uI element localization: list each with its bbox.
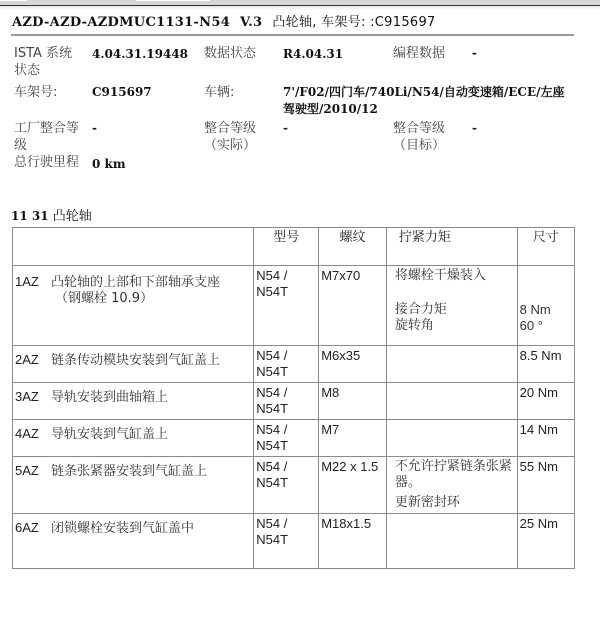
row-description bbox=[13, 383, 254, 420]
factory-level-value: - bbox=[92, 121, 97, 135]
vin-label: 车架号: bbox=[14, 85, 58, 100]
table-row bbox=[13, 346, 575, 383]
tab-indicator bbox=[0, 0, 27, 1]
torque-cell bbox=[386, 514, 517, 569]
description-text: 链条传动模块安装到气缸盖上 bbox=[51, 353, 221, 368]
level-target-value: - bbox=[472, 121, 477, 135]
torque-cell bbox=[386, 346, 517, 383]
doc-title-cn: 凸轮轴, 车架号: :C915697 bbox=[272, 15, 436, 30]
vin-value: C915697 bbox=[92, 85, 152, 99]
thread-cell: M7x70 bbox=[319, 266, 387, 346]
size-cell bbox=[517, 266, 574, 346]
data-status-value: R4.04.31 bbox=[283, 47, 344, 61]
size-angle: 60 ° bbox=[519, 318, 543, 333]
description-text: 链条张紧器安装到气缸盖上 bbox=[51, 464, 208, 479]
data-status-label: 数据状态 bbox=[204, 46, 257, 61]
torque-step-joining: 接合力矩 bbox=[394, 302, 447, 317]
header-torque: 拧紧力矩 bbox=[386, 228, 517, 266]
model-cell: N54 / N54T bbox=[254, 457, 319, 514]
table-header-row bbox=[13, 228, 575, 266]
row-description bbox=[13, 514, 254, 569]
level-actual-value: - bbox=[283, 121, 288, 135]
vehicle-value: 7'/F02/四门车/740Li/N54/自动变速箱/ECE/左座驾驶型/2010/12 bbox=[283, 85, 565, 116]
row-description bbox=[13, 346, 254, 383]
torque-extra-note: 更新密封环 bbox=[394, 495, 460, 510]
thread-cell: M8 bbox=[319, 383, 387, 420]
vehicle-label: 车辆: bbox=[204, 85, 235, 100]
size-cell: 25 Nm bbox=[517, 514, 574, 569]
size-cell: 55 Nm bbox=[517, 457, 574, 514]
position-code: 3AZ bbox=[15, 389, 39, 404]
model-cell: N54 / N54T bbox=[254, 514, 319, 569]
thread-cell: M22 x 1.5 bbox=[319, 457, 387, 514]
ista-label: ISTA 系统状态 bbox=[14, 46, 73, 78]
header-description bbox=[13, 228, 254, 266]
doc-version: V.3 bbox=[240, 15, 263, 30]
model-cell: N54 / N54T bbox=[254, 420, 319, 457]
torque-step-angle: 旋转角 bbox=[394, 318, 434, 333]
model-cell: N54 / N54T bbox=[254, 346, 319, 383]
position-code: 5AZ bbox=[15, 463, 39, 478]
table-row bbox=[13, 457, 575, 514]
programming-value: - bbox=[472, 46, 477, 60]
tab-indicator bbox=[136, 0, 210, 1]
description-subtext: （钢螺栓 10.9） bbox=[55, 291, 154, 306]
section-number: 11 31 bbox=[11, 209, 49, 223]
torque-spec-table bbox=[12, 227, 575, 569]
description-text: 导轨安装到曲轴箱上 bbox=[51, 390, 169, 405]
torque-cell bbox=[386, 383, 517, 420]
row-description bbox=[13, 266, 254, 346]
position-code: 6AZ bbox=[15, 520, 39, 535]
top-bar-shadow bbox=[0, 6, 600, 10]
level-target-label: 整合等级（目标） bbox=[393, 121, 446, 153]
position-code: 4AZ bbox=[15, 426, 39, 441]
row-description bbox=[13, 420, 254, 457]
table-row bbox=[13, 266, 575, 346]
header-model: 型号 bbox=[254, 228, 319, 266]
torque-warning: 不允许拧紧链条张紧器。 bbox=[394, 459, 512, 490]
document-title bbox=[12, 11, 436, 30]
programming-label: 编程数据 bbox=[393, 46, 446, 61]
torque-cell bbox=[386, 457, 517, 514]
torque-cell bbox=[386, 420, 517, 457]
thread-cell: M18x1.5 bbox=[319, 514, 387, 569]
section-heading bbox=[11, 205, 92, 224]
description-text: 凸轮轴的上部和下部轴承支座 bbox=[51, 275, 221, 290]
size-cell: 20 Nm bbox=[517, 383, 574, 420]
factory-level-label: 工厂整合等级 bbox=[14, 121, 80, 153]
header-thread: 螺纹 bbox=[319, 228, 387, 266]
doc-code: AZD-AZD-AZDMUC1131-N54 bbox=[12, 15, 231, 30]
size-cell: 8.5 Nm bbox=[517, 346, 574, 383]
mileage-label: 总行驶里程 bbox=[14, 155, 80, 170]
model-cell: N54 / N54T bbox=[254, 266, 319, 346]
section-title: 凸轮轴 bbox=[52, 209, 92, 224]
size-joining: 8 Nm bbox=[519, 302, 551, 317]
model-cell: N54 / N54T bbox=[254, 383, 319, 420]
description-text: 闭锁螺栓安装到气缸盖中 bbox=[51, 521, 195, 536]
row-description bbox=[13, 457, 254, 514]
level-actual-label: 整合等级（实际） bbox=[204, 121, 257, 153]
thread-cell: M7 bbox=[319, 420, 387, 457]
ista-value: 4.04.31.19448 bbox=[92, 47, 189, 61]
description-text: 导轨安装到气缸盖上 bbox=[51, 427, 169, 442]
header-size: 尺寸 bbox=[517, 228, 574, 266]
position-code: 2AZ bbox=[15, 352, 39, 367]
torque-note: 将螺栓干燥装入 bbox=[394, 268, 486, 283]
thread-cell: M6x35 bbox=[319, 346, 387, 383]
table-row bbox=[13, 420, 575, 457]
title-divider bbox=[11, 34, 574, 36]
table-row bbox=[13, 383, 575, 420]
mileage-value: 0 km bbox=[92, 157, 126, 171]
table-row bbox=[13, 514, 575, 569]
size-cell: 14 Nm bbox=[517, 420, 574, 457]
position-code: 1AZ bbox=[15, 274, 39, 289]
torque-cell bbox=[386, 266, 517, 346]
